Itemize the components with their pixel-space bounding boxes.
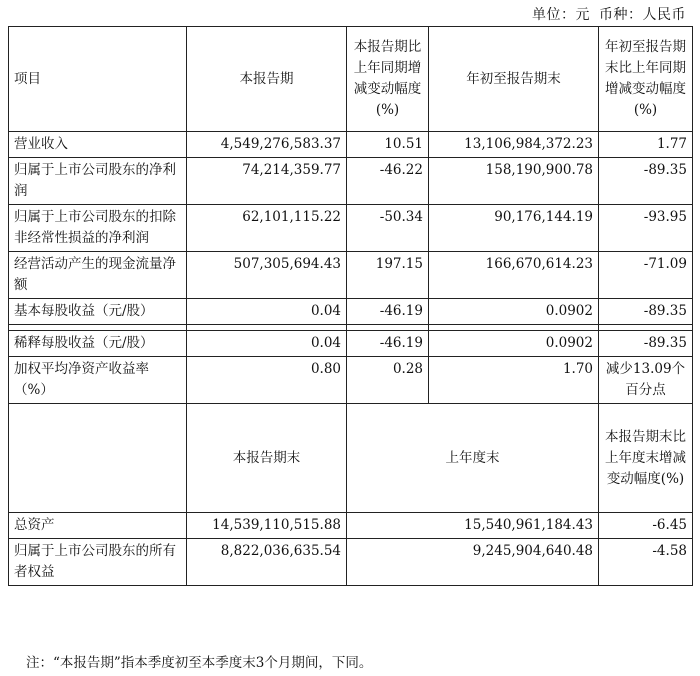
cell-current: 74,214,359.77 bbox=[187, 158, 347, 205]
unit-currency-line bbox=[528, 4, 686, 24]
row-item: 总资产 bbox=[9, 513, 187, 539]
table-header-row bbox=[9, 404, 693, 513]
cell-ytd: 158,190,900.78 bbox=[429, 158, 599, 205]
cell-current: 4,549,276,583.37 bbox=[187, 132, 347, 158]
cell-last-year-end: 15,540,961,184.43 bbox=[347, 513, 599, 539]
cell-period-end: 14,539,110,515.88 bbox=[187, 513, 347, 539]
cell-current: 507,305,694.43 bbox=[187, 252, 347, 299]
table-row bbox=[9, 299, 693, 325]
unit-label: 单位：元 bbox=[532, 7, 591, 23]
cell-current-change: -50.34 bbox=[347, 205, 429, 252]
header-item: 项目 bbox=[9, 27, 187, 132]
cell-ytd-change: -89.35 bbox=[599, 331, 693, 357]
cell-last-year-end: 9,245,904,640.48 bbox=[347, 539, 599, 586]
table-row bbox=[9, 252, 693, 299]
table-header-row bbox=[9, 27, 693, 132]
cell-ytd: 0.0902 bbox=[429, 299, 599, 325]
cell-current: 0.80 bbox=[187, 357, 347, 404]
cell-ytd: 90,176,144.19 bbox=[429, 205, 599, 252]
cell-current-change: 197.15 bbox=[347, 252, 429, 299]
header-blank bbox=[9, 404, 187, 513]
table-row bbox=[9, 357, 693, 404]
cell-ytd-change: 1.77 bbox=[599, 132, 693, 158]
cell-ytd: 1.70 bbox=[429, 357, 599, 404]
table-row bbox=[9, 158, 693, 205]
row-item: 经营活动产生的现金流量净额 bbox=[9, 252, 187, 299]
header-current-period: 本报告期 bbox=[187, 27, 347, 132]
cell-current-change: 0.28 bbox=[347, 357, 429, 404]
table-footnote: 注：“本报告期”指本季度初至本季度末3个月期间，下同。 bbox=[26, 655, 373, 671]
row-item: 营业收入 bbox=[9, 132, 187, 158]
table-row bbox=[9, 513, 693, 539]
table-row bbox=[9, 331, 693, 357]
row-item: 加权平均净资产收益率（%） bbox=[9, 357, 187, 404]
financial-table bbox=[8, 26, 693, 586]
cell-period-end: 8,822,036,635.54 bbox=[187, 539, 347, 586]
row-item: 归属于上市公司股东的所有者权益 bbox=[9, 539, 187, 586]
cell-period-change: -4.58 bbox=[599, 539, 693, 586]
header-period-end: 本报告期末 bbox=[187, 404, 347, 513]
cell-current-change: -46.19 bbox=[347, 299, 429, 325]
row-item: 稀释每股收益（元/股） bbox=[9, 331, 187, 357]
cell-ytd: 13,106,984,372.23 bbox=[429, 132, 599, 158]
cell-current: 0.04 bbox=[187, 299, 347, 325]
header-last-year-end: 上年度末 bbox=[347, 404, 599, 513]
cell-current: 62,101,115.22 bbox=[187, 205, 347, 252]
cell-ytd-change: -71.09 bbox=[599, 252, 693, 299]
header-ytd-change: 年初至报告期末比上年同期增减变动幅度(%) bbox=[599, 27, 693, 132]
cell-current: 0.04 bbox=[187, 331, 347, 357]
cell-ytd: 0.0902 bbox=[429, 331, 599, 357]
currency-label: 币种：人民币 bbox=[599, 7, 686, 23]
cell-ytd-change: -89.35 bbox=[599, 299, 693, 325]
cell-current-change: 10.51 bbox=[347, 132, 429, 158]
header-current-change: 本报告期比上年同期增减变动幅度(%) bbox=[347, 27, 429, 132]
table-row bbox=[9, 205, 693, 252]
cell-ytd: 166,670,614.23 bbox=[429, 252, 599, 299]
cell-period-change: -6.45 bbox=[599, 513, 693, 539]
row-item: 归属于上市公司股东的扣除非经常性损益的净利润 bbox=[9, 205, 187, 252]
cell-ytd-change: -89.35 bbox=[599, 158, 693, 205]
row-item: 归属于上市公司股东的净利润 bbox=[9, 158, 187, 205]
cell-ytd-change: -93.95 bbox=[599, 205, 693, 252]
table-row bbox=[9, 539, 693, 586]
header-period-change: 本报告期末比上年度末增减变动幅度(%) bbox=[599, 404, 693, 513]
cell-current-change: -46.22 bbox=[347, 158, 429, 205]
cell-current-change: -46.19 bbox=[347, 331, 429, 357]
row-item: 基本每股收益（元/股） bbox=[9, 299, 187, 325]
table-row bbox=[9, 132, 693, 158]
cell-ytd-change: 减少13.09个百分点 bbox=[599, 357, 693, 404]
header-ytd: 年初至报告期末 bbox=[429, 27, 599, 132]
